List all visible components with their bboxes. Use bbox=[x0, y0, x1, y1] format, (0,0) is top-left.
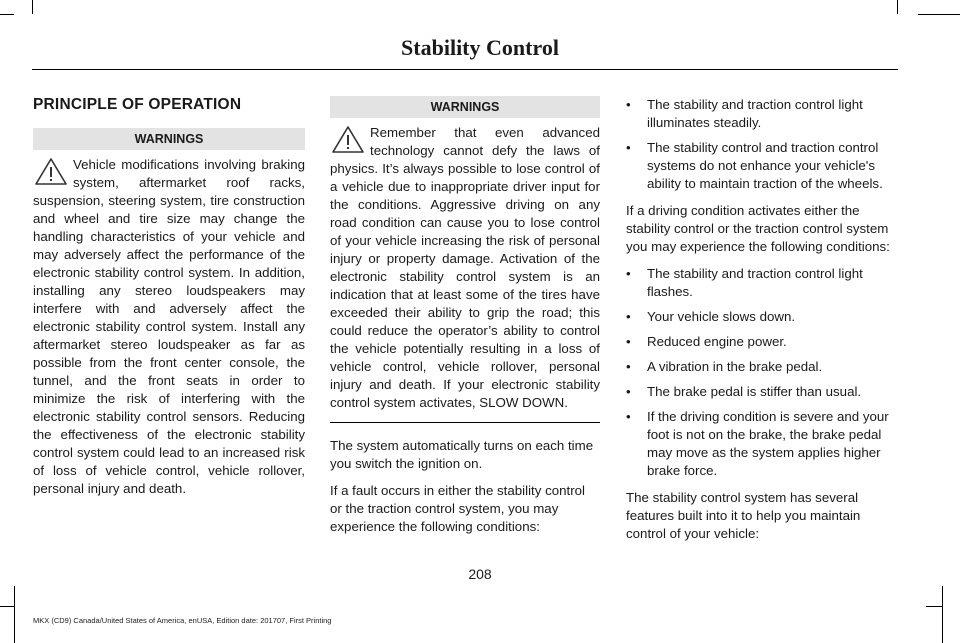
crop-mark bbox=[926, 606, 942, 607]
list-item-text: The stability and traction control light illuminates steadily. bbox=[647, 97, 863, 130]
warning-box bbox=[330, 96, 600, 423]
crop-mark bbox=[942, 586, 943, 643]
bullet: • bbox=[626, 384, 631, 399]
bullet: • bbox=[626, 359, 631, 374]
list-item bbox=[626, 308, 898, 326]
section-heading: PRINCIPLE OF OPERATION bbox=[33, 96, 242, 113]
list-item-text: The stability control and traction control systems do not enhance your vehicle's ability to maintain traction of the wheels. bbox=[647, 140, 883, 191]
bullet: • bbox=[626, 266, 631, 281]
warning-box bbox=[33, 128, 305, 498]
paragraph: If a driving condition activates either the stability control or the traction control system you may experience the following conditions: bbox=[626, 203, 890, 254]
list-item bbox=[626, 383, 898, 401]
paragraph: The stability control system has several features built into it to help you maintain control of your vehicle: bbox=[626, 490, 861, 541]
bullet: • bbox=[626, 334, 631, 349]
page-title: Stability Control bbox=[401, 35, 559, 60]
warning-text: Vehicle modifications involving braking system, aftermarket roof racks, suspension, steering system, tire construction and wheel and tire size may change the handling characteristics of your vehicle and may adversely affect the performance of the electronic stability control system. In addition, installing any stereo loudspeakers may interfere with and adversely affect the electronic stability control system. Install any aftermarket stereo loudspeaker as far as possible from the front center console, the tunnel, and the front seats in order to minimize the risk of interfering with the electronic stability control sensors. Reducing the effectiveness of the electronic stability control system could lead to an increased risk of loss of vehicle control, vehicle rollover, personal injury and death. bbox=[33, 157, 305, 496]
bullet: • bbox=[626, 409, 631, 424]
warnings-label: WARNINGS bbox=[33, 128, 305, 150]
bullet: • bbox=[626, 97, 631, 112]
footer-edition-info: MKX (CD9) Canada/United States of America, enUSA, Edition date: 201707, First Printing bbox=[33, 616, 332, 625]
page-number: 208 bbox=[468, 566, 492, 582]
condition-list bbox=[626, 96, 898, 193]
condition-list bbox=[626, 265, 898, 480]
list-item bbox=[626, 408, 898, 480]
list-item-text: A vibration in the brake pedal. bbox=[647, 359, 823, 374]
list-item-text: Your vehicle slows down. bbox=[647, 309, 796, 324]
column-1 bbox=[33, 96, 305, 498]
paragraph: The system automatically turns on each time you switch the ignition on. bbox=[330, 438, 594, 471]
list-item-text: If the driving condition is severe and your foot is not on the brake, the brake pedal may move as the system applies higher brake force. bbox=[647, 409, 889, 478]
crop-mark bbox=[897, 0, 898, 14]
column-3 bbox=[626, 96, 898, 552]
list-item bbox=[626, 265, 898, 301]
crop-mark bbox=[14, 586, 15, 643]
list-item-text: The stability and traction control light flashes. bbox=[647, 266, 863, 299]
crop-mark bbox=[0, 606, 14, 607]
bullet: • bbox=[626, 140, 631, 155]
warning-divider bbox=[330, 422, 600, 423]
header-divider bbox=[32, 69, 898, 70]
column-2 bbox=[330, 96, 600, 545]
list-item bbox=[626, 358, 898, 376]
crop-mark bbox=[32, 0, 33, 14]
crop-mark bbox=[0, 14, 14, 15]
warning-triangle-icon bbox=[330, 124, 366, 154]
warning-text: Remember that even advanced technology cannot defy the laws of physics. It’s always possible to lose control of a vehicle due to inappropriate driver input for the conditions. Aggressive driving on any road condition can cause you to lose control of your vehicle increasing the risk of personal injury or property damage. Activation of the electronic stability control system is an indication that at least some of the tires have exceeded their ability to grip the road; this could reduce the operator’s ability to control the vehicle potentially resulting in a loss of vehicle control, vehicle rollover, personal injury and death. If your electronic stability control system activates, SLOW DOWN. bbox=[330, 125, 600, 410]
list-item bbox=[626, 139, 898, 193]
list-item bbox=[626, 96, 898, 132]
warnings-label: WARNINGS bbox=[330, 96, 600, 118]
list-item bbox=[626, 333, 898, 351]
paragraph: If a fault occurs in either the stability control or the traction control system, you may experience the following conditions: bbox=[330, 483, 585, 534]
bullet: • bbox=[626, 309, 631, 324]
list-item-text: Reduced engine power. bbox=[647, 334, 787, 349]
crop-mark bbox=[918, 14, 960, 15]
list-item-text: The brake pedal is stiffer than usual. bbox=[647, 384, 862, 399]
warning-triangle-icon bbox=[33, 156, 69, 186]
